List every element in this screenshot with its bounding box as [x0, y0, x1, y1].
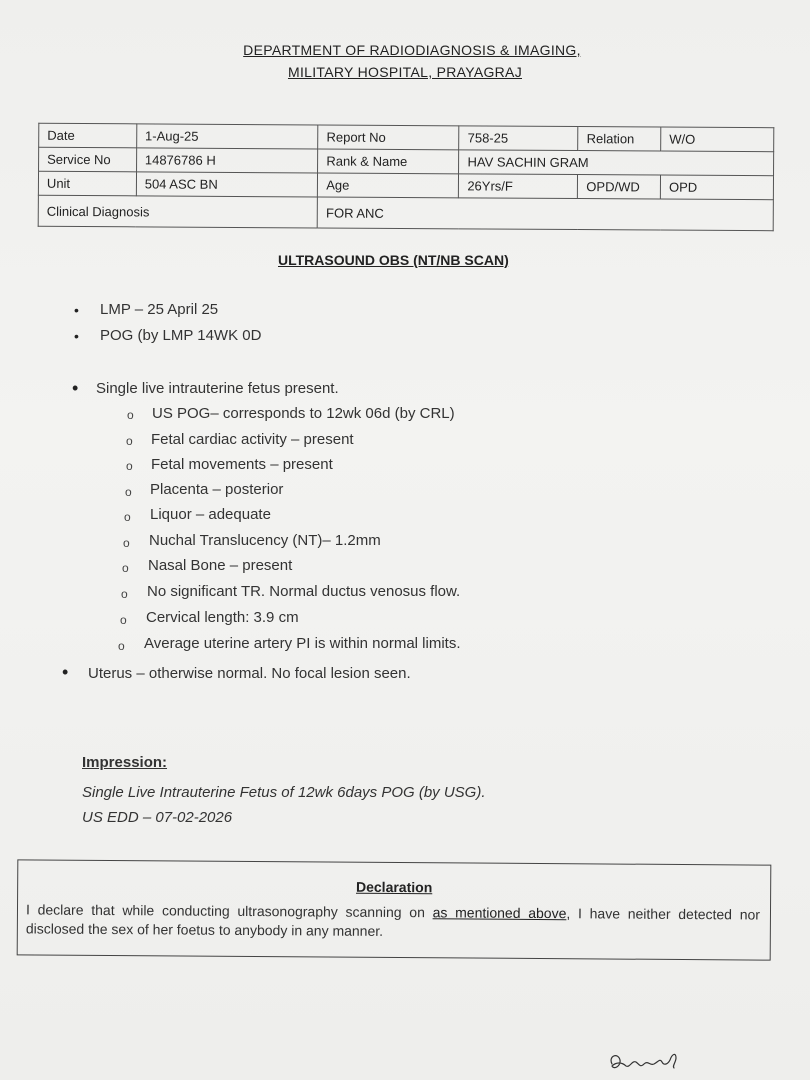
signature-mark — [606, 1048, 682, 1076]
date-label: Date — [39, 123, 137, 148]
bullet-icon: • — [74, 302, 79, 318]
relation-value: W/O — [661, 127, 774, 152]
circle-bullet-icon: o — [126, 459, 133, 473]
bullet-icon: • — [72, 378, 79, 398]
unit-value: 504 ASC BN — [136, 172, 318, 197]
finding-item: Nasal Bone – present — [148, 557, 293, 574]
finding-item: No significant TR. Normal ductus venosus flow. — [147, 583, 461, 600]
declaration-text-end: , I have neither detected nor disclosed the sex of her foetus to anybody in any manner. — [25, 905, 761, 939]
circle-bullet-icon: o — [125, 485, 132, 499]
department-name: DEPARTMENT OF RADIODIAGNOSIS & IMAGING, — [243, 42, 581, 58]
circle-bullet-icon: o — [122, 561, 129, 575]
edd-line: US EDD – 07-02-2026 — [82, 809, 233, 826]
service-no-label: Service No — [39, 147, 137, 172]
date-value: 1-Aug-25 — [136, 124, 318, 149]
finding-item: Liquor – adequate — [150, 506, 271, 523]
clinical-diagnosis-value: FOR ANC — [317, 197, 773, 231]
unit-label: Unit — [38, 171, 136, 196]
finding-item: Placenta – posterior — [150, 481, 284, 498]
circle-bullet-icon: o — [126, 434, 133, 448]
finding-item: Cervical length: 3.9 cm — [146, 609, 299, 626]
age-label: Age — [318, 173, 459, 198]
impression-line: Single Live Intrauterine Fetus of 12wk 6days POG (by USG). — [82, 784, 486, 801]
finding-item: Fetal movements – present — [151, 456, 333, 473]
pog-lmp-item: POG (by LMP 14WK 0D — [100, 327, 262, 344]
report-title: ULTRASOUND OBS (NT/NB SCAN) — [278, 252, 509, 268]
circle-bullet-icon: o — [121, 587, 128, 601]
circle-bullet-icon: o — [124, 510, 131, 524]
findings-main: Single live intrauterine fetus present. — [96, 380, 339, 397]
circle-bullet-icon: o — [123, 536, 130, 550]
impression-heading: Impression: — [82, 754, 168, 771]
finding-item: Nuchal Translucency (NT)– 1.2mm — [149, 532, 381, 549]
opd-wd-label: OPD/WD — [578, 175, 661, 200]
finding-item: US POG– corresponds to 12wk 06d (by CRL) — [152, 405, 455, 422]
finding-item: Fetal cardiac activity – present — [151, 431, 354, 448]
service-no-value: 14876786 H — [136, 148, 318, 173]
declaration-title: Declaration — [355, 878, 433, 896]
declaration-reference: as mentioned above — [432, 904, 567, 922]
circle-bullet-icon: o — [120, 613, 127, 627]
rank-name-label: Rank & Name — [318, 149, 459, 174]
bullet-icon: • — [62, 662, 69, 682]
declaration-text — [26, 900, 760, 943]
age-value: 26Yrs/F — [459, 174, 578, 199]
finding-item: Average uterine artery PI is within normal limits. — [144, 635, 461, 652]
circle-bullet-icon: o — [127, 408, 134, 422]
declaration-text-start: I declare that while conducting ultrasonography scanning on — [25, 901, 433, 921]
report-header — [0, 42, 810, 80]
declaration-box — [17, 859, 772, 960]
circle-bullet-icon: o — [118, 639, 125, 653]
rank-name-value: HAV SACHIN GRAM — [459, 150, 774, 176]
clinical-diagnosis-label: Clinical Diagnosis — [38, 195, 317, 228]
hospital-name: MILITARY HOSPITAL, PRAYAGRAJ — [287, 64, 522, 80]
patient-info-table — [38, 123, 775, 231]
relation-label: Relation — [578, 127, 661, 152]
opd-wd-value: OPD — [660, 175, 773, 200]
report-no-value: 758-25 — [459, 126, 578, 151]
lmp-item: LMP – 25 April 25 — [100, 301, 219, 318]
bullet-icon: • — [74, 328, 79, 344]
uterus-finding: Uterus – otherwise normal. No focal lesion seen. — [88, 665, 411, 682]
report-no-label: Report No — [318, 125, 459, 150]
